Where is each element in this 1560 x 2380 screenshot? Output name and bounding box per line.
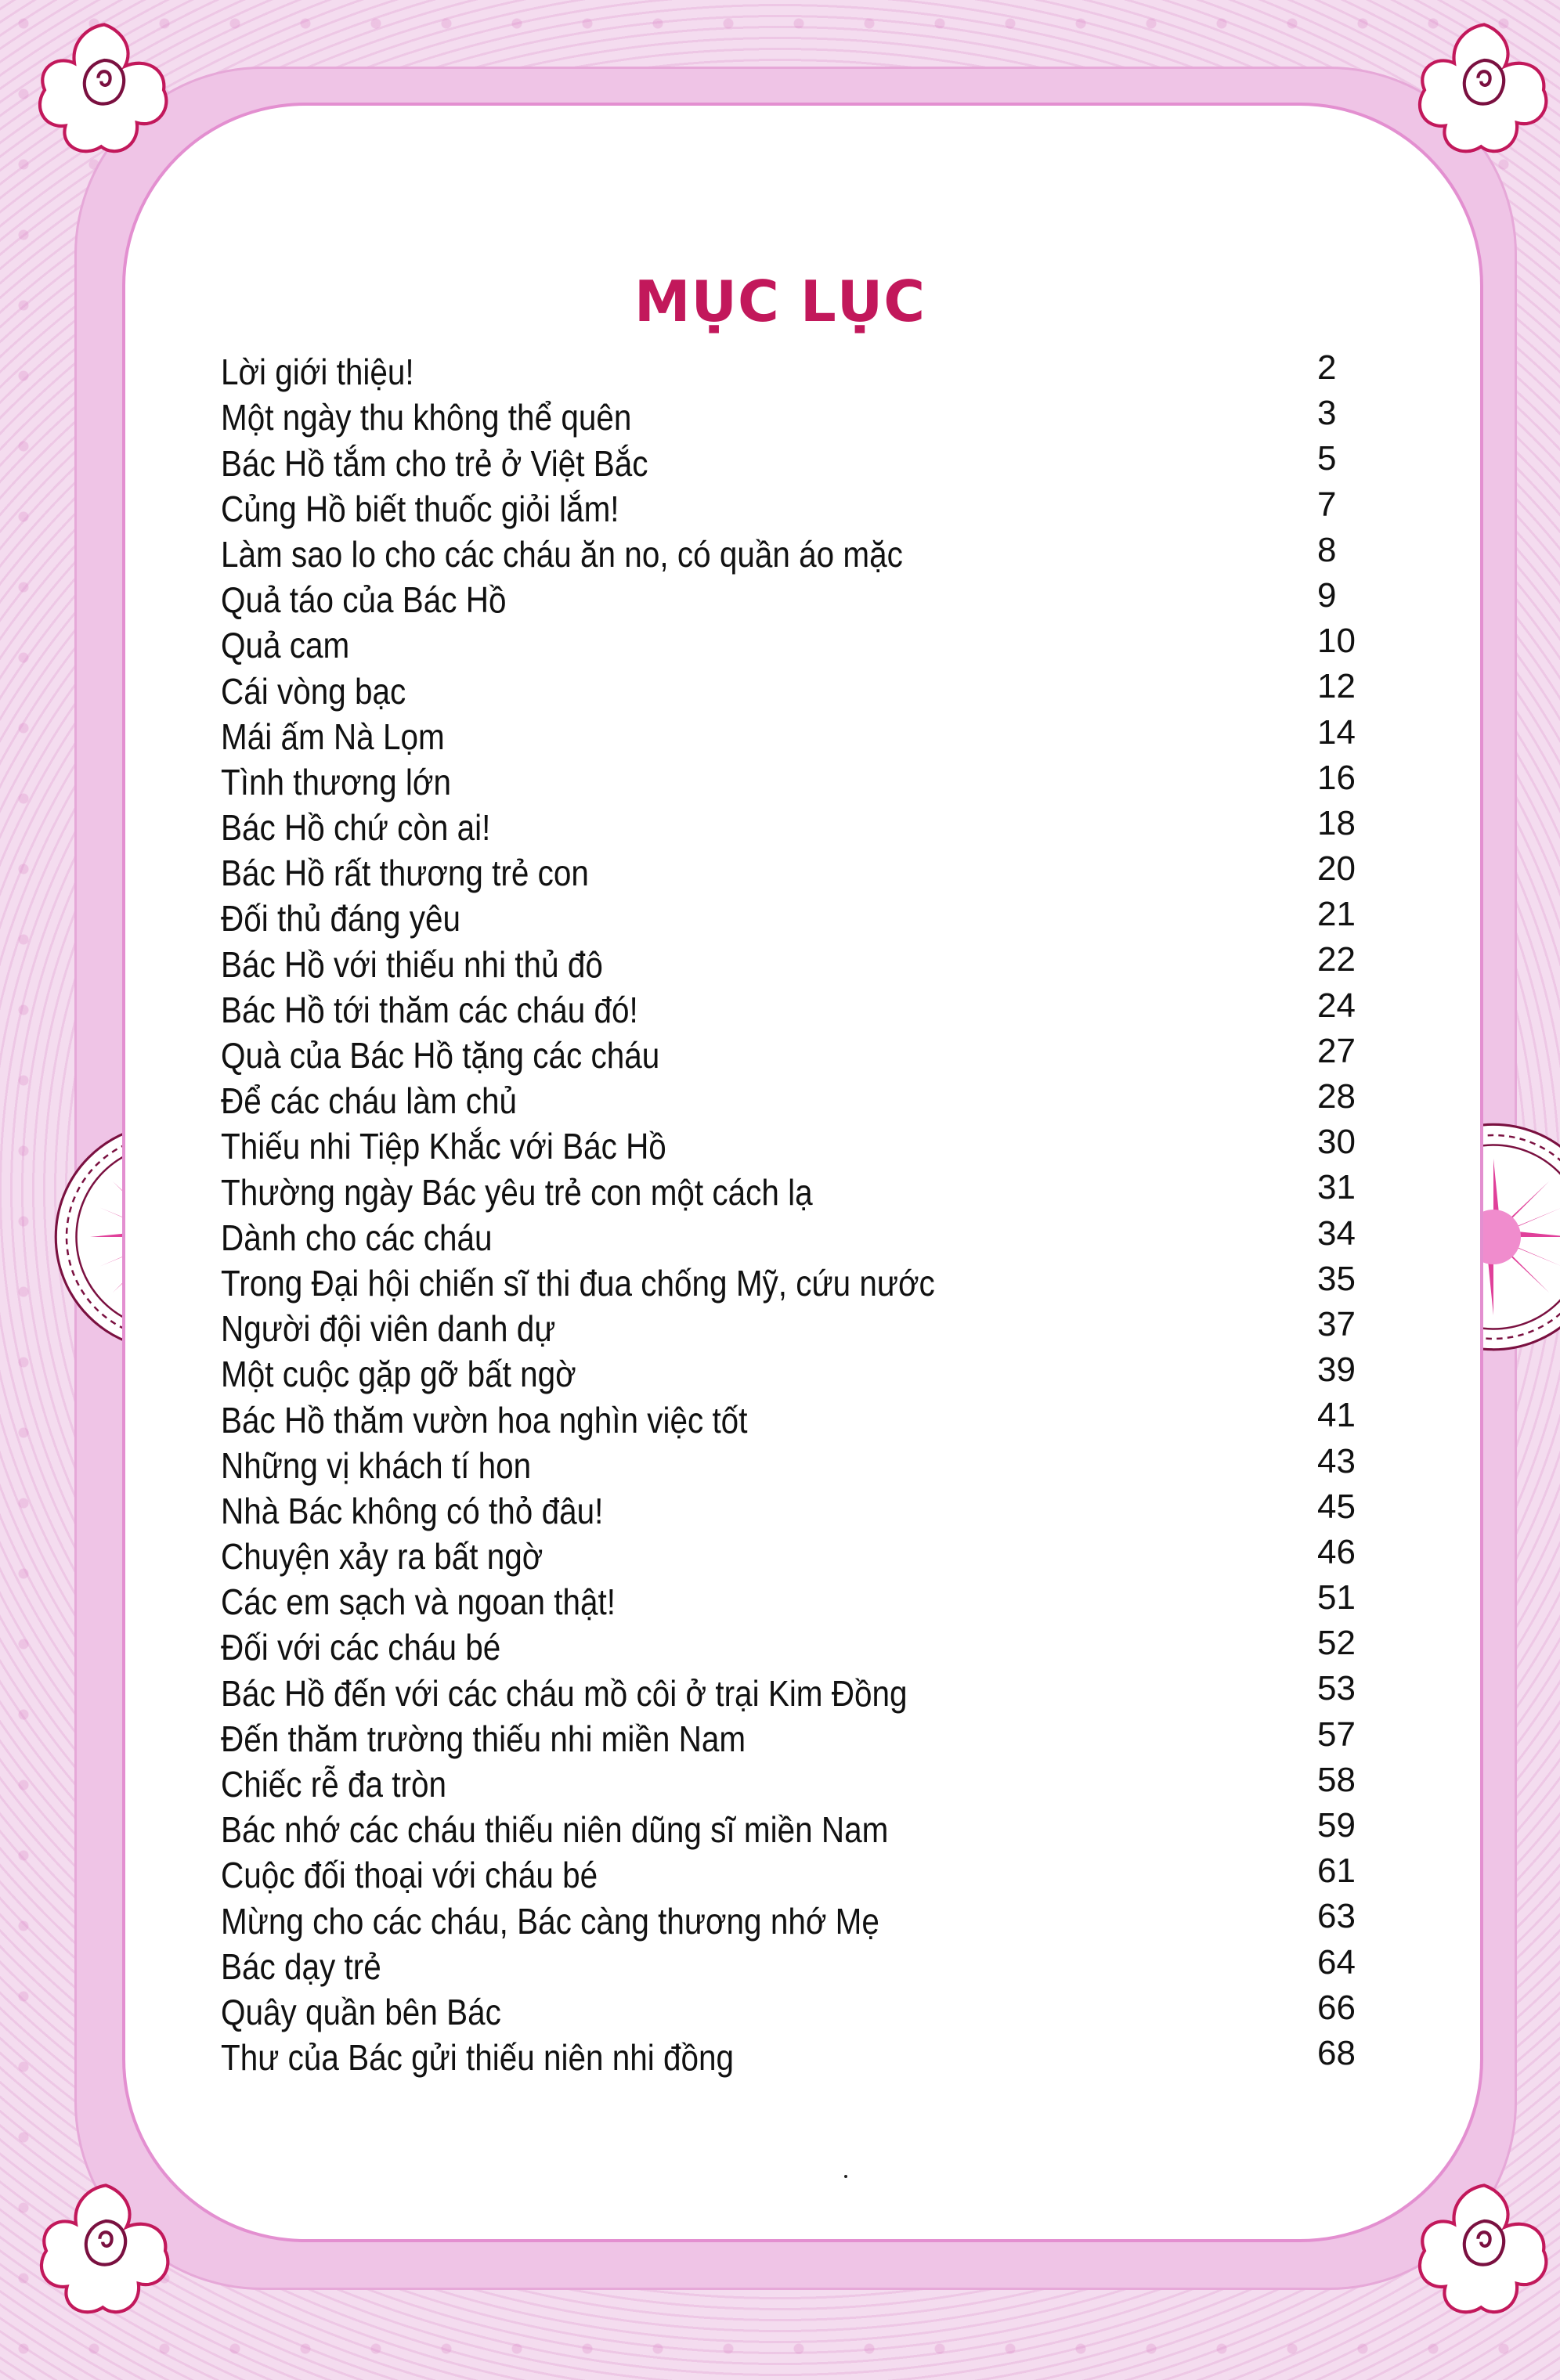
toc-entry-page-number: 45 [1317,1487,1356,1526]
toc-entry-title: Dành cho các cháu [221,1217,493,1258]
toc-entry-title: Chiếc rễ đa tròn [221,1764,447,1805]
toc-entry-title: Quây quần bên Bác [221,1991,501,2032]
toc-entry[interactable] [221,1210,1380,1256]
toc-entry-title: Cuộc đối thoại với cháu bé [221,1855,598,1896]
toc-entry-page-number: 10 [1317,622,1356,661]
toc-entry[interactable] [221,344,1380,393]
toc-entry-title: Bác Hồ thăm vườn hoa nghìn việc tốt [221,1399,748,1441]
toc-entry-page-number: 58 [1317,1760,1356,1799]
lotus-flower-icon [1410,16,1558,164]
toc-entry-page-number: 30 [1317,1123,1356,1162]
toc-entry[interactable] [221,891,1380,939]
toc-entry-page-number: 43 [1317,1441,1356,1480]
toc-entry-title: Bác Hồ đến với các cháu mồ côi ở trại Kim Đồng [221,1672,908,1714]
toc-entry-title: Thiếu nhi Tiệp Khắc với Bác Hồ [221,1126,666,1167]
toc-entry[interactable] [221,2030,1380,2079]
toc-entry-title: Bác Hồ với thiếu nhi thủ đô [221,943,603,985]
toc-entry-title: Lời giới thiệu! [221,352,414,393]
toc-entry-title: Bác Hồ chứ còn ai! [221,807,491,849]
toc-entry[interactable] [221,709,1380,755]
toc-entry[interactable] [221,1073,1380,1122]
toc-entry-page-number: 18 [1317,803,1356,842]
toc-entry-title: Để các cháu làm chủ [221,1080,518,1122]
toc-entry-page-number: 7 [1317,485,1337,524]
toc-entry[interactable] [221,1256,1380,1304]
toc-entry[interactable] [221,435,1380,484]
toc-entry-title: Nhà Bác không có thỏ đâu! [221,1490,604,1531]
toc-entry-page-number: 8 [1317,530,1337,569]
toc-entry-page-number: 35 [1317,1259,1356,1298]
toc-entry-title: Bác Hồ tắm cho trẻ ở Việt Bắc [221,442,648,484]
toc-entry[interactable] [221,1848,1380,1896]
toc-entry-title: Đối với các cháu bé [221,1627,501,1668]
toc-entry[interactable] [221,663,1380,712]
toc-entry[interactable] [221,1119,1380,1167]
toc-entry[interactable] [221,1347,1380,1395]
toc-entry-page-number: 53 [1317,1669,1356,1708]
toc-entry-title: Người đội viên danh dự [221,1308,556,1350]
toc-entry[interactable] [221,1757,1380,1805]
toc-entry-page-number: 3 [1317,394,1337,433]
toc-entry[interactable] [221,1802,1380,1851]
toc-entry[interactable] [221,1301,1380,1350]
toc-entry-title: Một cuộc gặp gỡ bất ngờ [221,1354,576,1395]
toc-entry-page-number: 37 [1317,1304,1356,1343]
toc-entry-page-number: 66 [1317,1988,1356,2027]
toc-entry-title: Bác Hồ tới thăm các cháu đó! [221,989,638,1030]
toc-entry-title: Bác nhớ các cháu thiếu niên dũng sĩ miền Nam [221,1809,889,1851]
toc-entry[interactable] [221,1392,1380,1441]
toc-entry-title: Làm sao lo cho các cháu ăn no, có quần áo mặc [221,533,903,575]
toc-entry-page-number: 2 [1317,348,1337,387]
toc-entry[interactable] [221,1939,1380,1985]
toc-entry-page-number: 28 [1317,1077,1356,1116]
toc-entry[interactable] [221,1665,1380,1714]
toc-entry[interactable] [221,983,1380,1028]
toc-entry-title: Đối thủ đáng yêu [221,898,461,939]
page-title: MỤC LỤC [634,269,926,335]
toc-entry-title: Bác dạy trẻ [221,1945,381,1987]
toc-entry-page-number: 68 [1317,2033,1356,2072]
toc-entry-title: Những vị khách tí hon [221,1444,532,1486]
lotus-flower-icon [1410,2176,1558,2325]
toc-entry-title: Một ngày thu không thể quên [221,397,632,438]
toc-entry[interactable] [221,755,1380,800]
lotus-flower-icon [31,2176,180,2325]
toc-entry-title: Mừng cho các cháu, Bác càng thương nhớ Mẹ [221,1900,879,1942]
toc-entry-page-number: 12 [1317,667,1356,706]
toc-entry-page-number: 24 [1317,986,1356,1025]
toc-entry-title: Quả cam [221,625,350,666]
toc-entry-title: Thường ngày Bác yêu trẻ con một cách lạ [221,1171,813,1213]
toc-entry[interactable] [221,481,1380,527]
toc-entry[interactable] [221,1438,1380,1484]
toc-entry-page-number: 14 [1317,712,1356,752]
toc-entry[interactable] [221,1164,1380,1213]
lotus-flower-icon [30,16,179,164]
toc-entry[interactable] [221,936,1380,985]
toc-entry-title: Chuyện xảy ra bất ngờ [221,1536,543,1578]
toc-entry-title: Quà của Bác Hồ tặng các cháu [221,1035,660,1076]
toc-entry-page-number: 64 [1317,1942,1356,1982]
toc-entry[interactable] [221,1711,1380,1757]
toc-entry-page-number: 57 [1317,1715,1356,1754]
toc-entry[interactable] [221,846,1380,894]
toc-entry-title: Đến thăm trường thiếu nhi miền Nam [221,1718,746,1759]
toc-entry-title: Thư của Bác gửi thiếu niên nhi đồng [221,2037,735,2079]
toc-entry-page-number: 5 [1317,439,1337,478]
print-speck [844,2175,847,2178]
toc-entry-page-number: 20 [1317,849,1356,889]
toc-entry-page-number: 31 [1317,1168,1356,1207]
toc-entry[interactable] [221,390,1380,438]
toc-entry-page-number: 34 [1317,1213,1356,1253]
toc-entry[interactable] [221,1985,1380,2030]
toc-entry-title: Các em sạch và ngoan thật! [221,1581,616,1623]
toc-entry[interactable] [221,1574,1380,1623]
toc-entry-page-number: 52 [1317,1624,1356,1663]
toc-entry-page-number: 22 [1317,940,1356,979]
toc-entry-page-number: 27 [1317,1031,1356,1070]
toc-entry-title: Trong Đại hội chiến sĩ thi đua chống Mỹ, cứu nước [221,1262,935,1304]
toc-entry[interactable] [221,527,1380,575]
toc-entry-title: Quả táo của Bác Hồ [221,579,507,621]
toc-entry-page-number: 59 [1317,1806,1356,1844]
toc-entry[interactable] [221,800,1380,849]
toc-entry[interactable] [221,1620,1380,1668]
toc-entry-page-number: 46 [1317,1532,1356,1571]
toc-entry-page-number: 39 [1317,1350,1356,1390]
toc-entry[interactable] [221,1893,1380,1942]
toc-entry-page-number: 63 [1317,1897,1356,1936]
toc-entry-page-number: 9 [1317,575,1337,615]
toc-entry-title: Tình thương lớn [221,761,451,802]
toc-entry-title: Bác Hồ rất thương trẻ con [221,853,589,894]
toc-entry-title: Cái vòng bạc [221,670,406,712]
toc-entry-title: Củng Hồ biết thuốc giỏi lắm! [221,488,619,529]
toc-entry-page-number: 61 [1317,1852,1356,1891]
toc-entry-page-number: 41 [1317,1396,1356,1435]
toc-entry[interactable] [221,1484,1380,1529]
toc-entry-page-number: 51 [1317,1578,1356,1617]
toc-entry[interactable] [221,572,1380,621]
toc-entry-page-number: 16 [1317,758,1356,797]
toc-entry[interactable] [221,1529,1380,1578]
sunburst-medallion-icon [1474,1120,1560,1354]
toc-entry-title: Mái ấm Nà Lọm [221,716,445,757]
table-of-contents [221,344,1380,2079]
toc-entry[interactable] [221,1028,1380,1076]
toc-entry[interactable] [221,618,1380,666]
toc-entry-page-number: 21 [1317,895,1356,934]
